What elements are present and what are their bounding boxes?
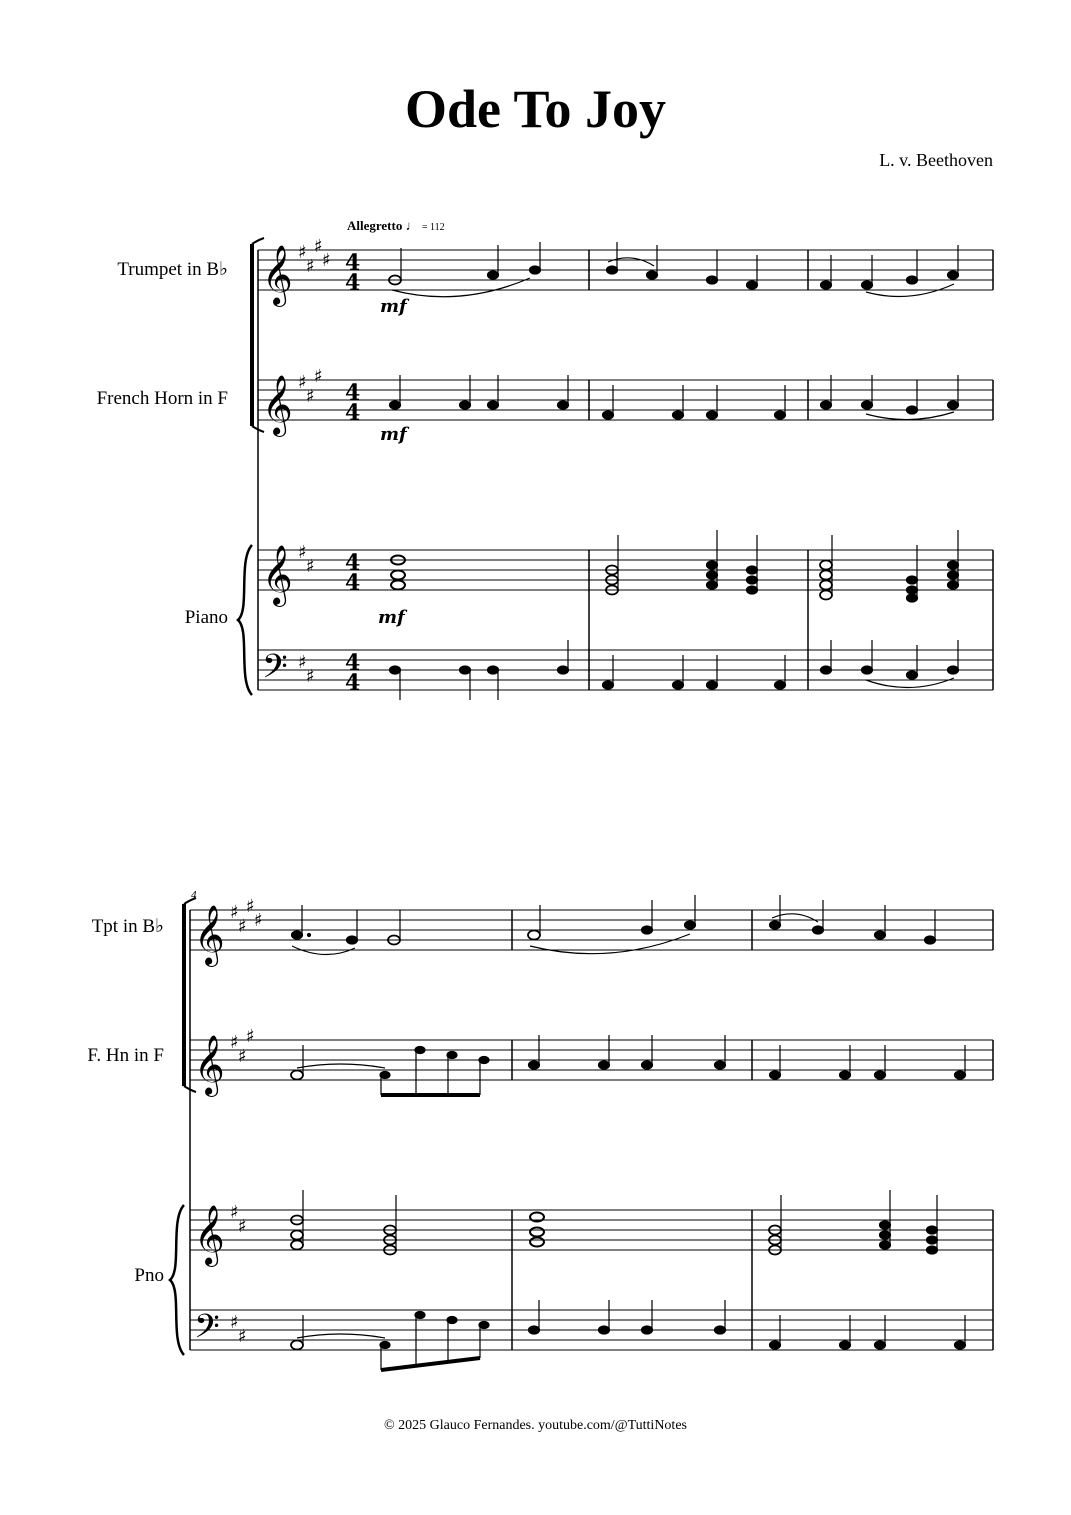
notes-system-2: [291, 895, 966, 1370]
bass-clef-icon: 𝄢: [262, 648, 288, 694]
quarter-note-icon: ♩: [405, 218, 419, 233]
staff-piano-bass-2: [190, 1310, 993, 1350]
dynamic-piano: mf: [378, 607, 405, 628]
sharp-icon: ♯: [298, 242, 307, 263]
svg-text:♯: ♯: [322, 250, 331, 271]
dynamic-horn: mf: [380, 424, 407, 445]
svg-text:♯: ♯: [306, 556, 315, 577]
treble-clef-icon: 𝄞: [262, 245, 293, 305]
tempo-bpm: = 112: [421, 222, 445, 233]
svg-text:♯: ♯: [230, 1032, 239, 1053]
barlines-1: [258, 250, 993, 690]
svg-text:♯: ♯: [306, 256, 315, 277]
measure-number: 4: [191, 889, 197, 901]
svg-text:4: 4: [345, 550, 361, 576]
footer-copyright: © 2025 Glauco Fernandes. youtube.com/@TuttiNotes: [384, 1418, 687, 1433]
instrument-trumpet-short: Tpt in B♭: [91, 916, 164, 937]
svg-text:♯: ♯: [306, 666, 315, 687]
svg-text:♯: ♯: [306, 386, 315, 407]
svg-text:♯: ♯: [238, 1326, 247, 1347]
staff-piano-bass-1: [258, 650, 993, 690]
treble-clef-icon: 𝄞: [262, 545, 293, 605]
svg-text:4: 4: [345, 380, 361, 406]
staff-piano-treble-1: [258, 550, 993, 590]
tempo-text: Allegretto: [347, 218, 403, 233]
svg-text:4: 4: [345, 650, 361, 676]
staff-trumpet-2: [190, 910, 993, 950]
dynamic-trumpet: mf: [380, 296, 407, 317]
sharp-icon: ♯: [298, 372, 307, 393]
svg-text:♯: ♯: [314, 366, 323, 387]
notes-system-1: [389, 242, 959, 700]
svg-text:♯: ♯: [230, 902, 239, 923]
svg-text:♯: ♯: [238, 916, 247, 937]
treble-clef-icon: 𝄞: [194, 1035, 225, 1095]
staff-piano-treble-2: [190, 1210, 993, 1250]
svg-text:♯: ♯: [314, 236, 323, 257]
svg-text:♯: ♯: [254, 910, 263, 931]
staff-horn-2: [190, 1040, 993, 1080]
staff-horn-1: [258, 380, 993, 420]
svg-text:♯: ♯: [230, 1202, 239, 1223]
brace-1: [238, 545, 252, 695]
instrument-horn-short: F. Hn in F: [87, 1045, 164, 1066]
instrument-piano-short: Pno: [134, 1265, 164, 1286]
bass-clef-icon: 𝄢: [194, 1308, 220, 1354]
sharp-icon: ♯: [298, 652, 307, 673]
time-signatures-1: [345, 250, 360, 696]
instrument-horn: French Horn in F: [96, 388, 228, 409]
svg-text:4: 4: [345, 400, 361, 426]
svg-text:4: 4: [345, 670, 361, 696]
brace-2: [170, 1205, 184, 1355]
treble-clef-icon: 𝄞: [194, 1205, 225, 1265]
svg-text:4: 4: [345, 570, 361, 596]
barlines-2: [190, 910, 993, 1350]
svg-text:♯: ♯: [246, 1026, 255, 1047]
treble-clef-icon: 𝄞: [262, 375, 293, 435]
treble-clef-icon: 𝄞: [194, 905, 225, 965]
svg-text:4: 4: [345, 270, 361, 296]
svg-text:♯: ♯: [238, 1046, 247, 1067]
svg-text:♯: ♯: [238, 1216, 247, 1237]
svg-text:4: 4: [345, 250, 361, 276]
composer: L. v. Beethoven: [879, 150, 993, 170]
svg-text:♯: ♯: [230, 1312, 239, 1333]
instrument-trumpet: Trumpet in B♭: [117, 259, 228, 280]
score-title: Ode To Joy: [404, 79, 667, 139]
svg-text:♯: ♯: [246, 896, 255, 917]
instrument-piano: Piano: [184, 607, 228, 628]
staff-trumpet-1: [258, 250, 993, 290]
sharp-icon: ♯: [298, 542, 307, 563]
